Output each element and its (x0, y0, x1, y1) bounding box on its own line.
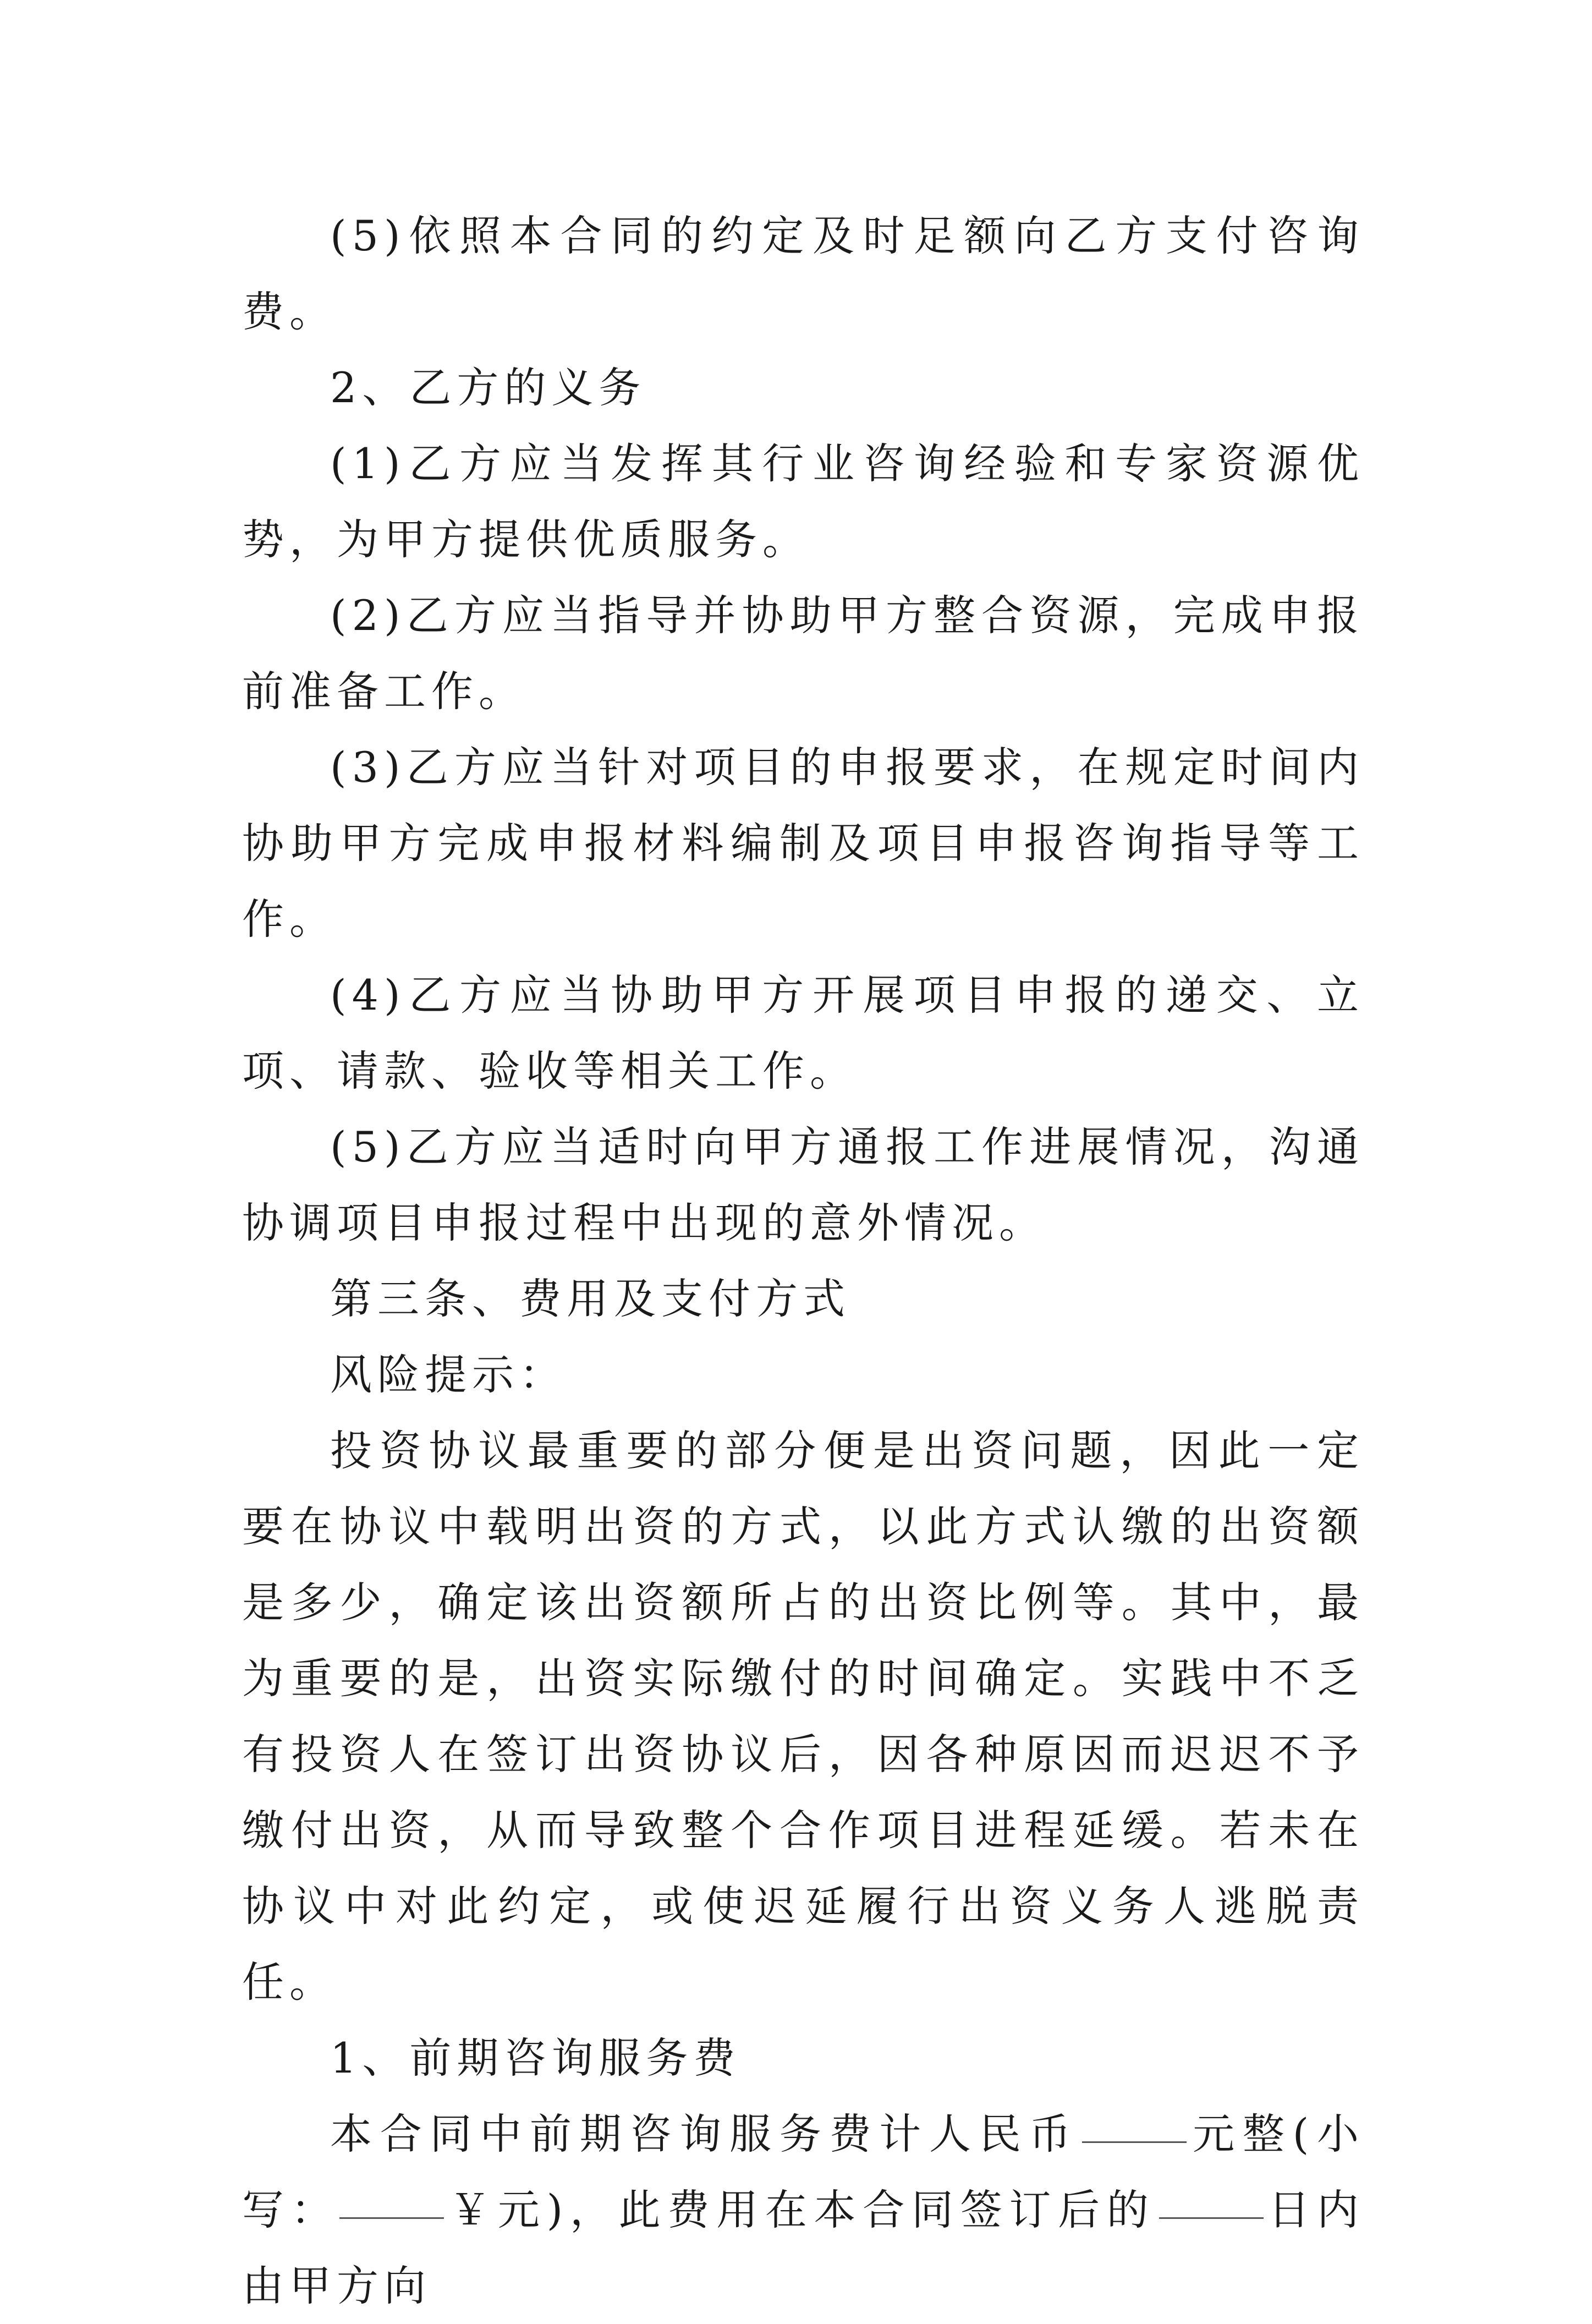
paragraph-obligation-1: (1)乙方应当发挥其行业咨询经验和专家资源优势，为甲方提供优质服务。 (242, 439, 1364, 564)
paragraph-obligation-4: (4)乙方应当协助甲方开展项目申报的递交、立项、请款、验收等相关工作。 (242, 971, 1364, 1095)
days-blank-field[interactable] (1159, 2217, 1264, 2219)
fee-clause-text-3: ￥元)，此费用在本合同签订后的 (447, 2185, 1156, 2234)
fee-clause-text-4: 日内由甲方向 (242, 2185, 1364, 2310)
heading-risk-notice: 风险提示： (330, 1350, 567, 1399)
fee-clause-text-1: 本合同中前期咨询服务费计人民币 (330, 2109, 1079, 2158)
heading-consulting-fee: 1、前期咨询服务费 (330, 2034, 741, 2082)
paragraph-risk-notice: 投资协议最重要的部分便是出资问题，因此一定要在协议中载明出资的方式，以此方式认缴的出资额是多少，确定该出资额所占的出资比例等。其中，最为重要的是，出资实际缴付的时间确定。实践中不乏有投资人在签订出资协议后，因各种原因而迟迟不予缴付出资，从而导致整个合作项目进程延缓。若未在协议中对此约定，或使迟延履行出资义务人逃脱责任。 (242, 1426, 1364, 2007)
amount-figures-blank-field[interactable] (339, 2217, 444, 2219)
paragraph-payment-duty: (5)依照本合同的约定及时足额向乙方支付咨询费。 (242, 211, 1364, 336)
paragraph-obligation-2: (2)乙方应当指导并协助甲方整合资源，完成申报前准备工作。 (242, 591, 1364, 716)
heading-article-3: 第三条、费用及支付方式 (330, 1274, 850, 1323)
paragraph-fee-clause (242, 2096, 1364, 2324)
paragraph-obligation-3: (3)乙方应当针对项目的申报要求，在规定时间内协助甲方完成申报材料编制及项目申报咨询指导等工作。 (242, 743, 1364, 944)
fee-clause-text-2: 元整(小写： (242, 2109, 1364, 2234)
paragraph-obligation-5: (5)乙方应当适时向甲方通报工作进展情况，沟通协调项目申报过程中出现的意外情况。 (242, 1122, 1364, 1247)
document-body (242, 198, 1364, 2324)
amount-blank-field[interactable] (1082, 2141, 1187, 2143)
heading-party-b-obligations: 2、乙方的义务 (330, 363, 646, 412)
